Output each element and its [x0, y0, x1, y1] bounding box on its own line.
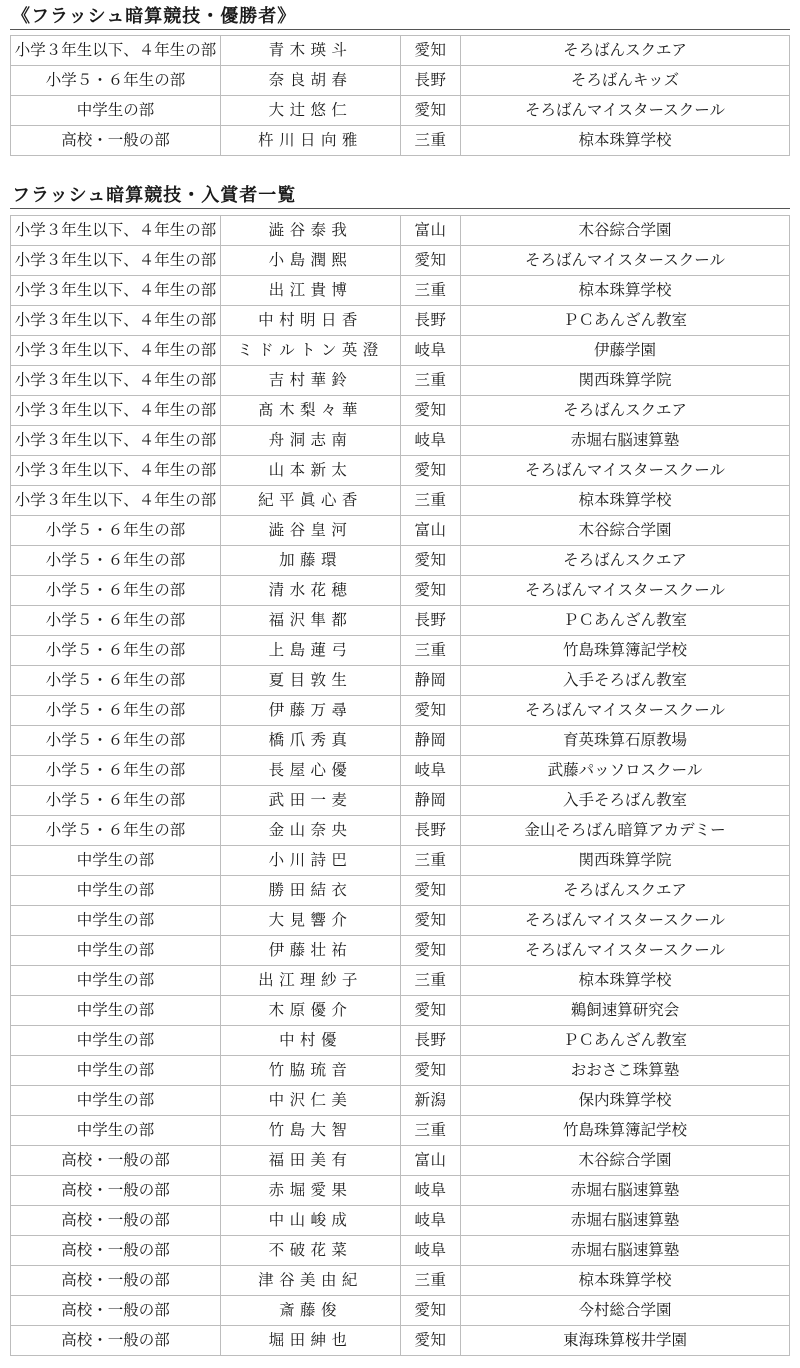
school-cell: 武藤パッソロスクール: [461, 756, 790, 786]
division-cell: 小学５・６年生の部: [11, 546, 221, 576]
table-row: [11, 936, 790, 966]
division-cell: 中学生の部: [11, 1056, 221, 1086]
prefecture-cell: 愛知: [401, 546, 461, 576]
name-cell: 小川詩巴: [221, 846, 401, 876]
division-cell: 中学生の部: [11, 1026, 221, 1056]
table-row: [11, 786, 790, 816]
prefecture-cell: 愛知: [401, 876, 461, 906]
name-cell: 夏目敦生: [221, 666, 401, 696]
name-cell: 小島潤熙: [221, 246, 401, 276]
prefecture-cell: 愛知: [401, 936, 461, 966]
prefecture-cell: 愛知: [401, 246, 461, 276]
division-cell: 小学３年生以下、４年生の部: [11, 216, 221, 246]
table-row: [11, 846, 790, 876]
awardees-table-body: [11, 216, 790, 1356]
table-row: [11, 1086, 790, 1116]
school-cell: ＰＣあんざん教室: [461, 1026, 790, 1056]
school-cell: 木谷綜合学園: [461, 216, 790, 246]
prefecture-cell: 三重: [401, 366, 461, 396]
division-cell: 小学５・６年生の部: [11, 756, 221, 786]
name-cell: 大見響介: [221, 906, 401, 936]
prefecture-cell: 岐阜: [401, 1236, 461, 1266]
name-cell: 杵川日向雅: [221, 126, 401, 156]
table-row: [11, 1206, 790, 1236]
table-row: [11, 906, 790, 936]
division-cell: 小学３年生以下、４年生の部: [11, 276, 221, 306]
school-cell: そろばんスクエア: [461, 546, 790, 576]
prefecture-cell: 愛知: [401, 996, 461, 1026]
table-row: [11, 996, 790, 1026]
table-row: [11, 1056, 790, 1086]
name-cell: 斎藤俊: [221, 1296, 401, 1326]
division-cell: 中学生の部: [11, 966, 221, 996]
division-cell: 小学５・６年生の部: [11, 606, 221, 636]
prefecture-cell: 三重: [401, 486, 461, 516]
school-cell: 椋本珠算学校: [461, 276, 790, 306]
name-cell: 舟洞志南: [221, 426, 401, 456]
name-cell: 長屋心優: [221, 756, 401, 786]
table-row: [11, 756, 790, 786]
school-cell: 育英珠算石原教場: [461, 726, 790, 756]
division-cell: 小学５・６年生の部: [11, 516, 221, 546]
school-cell: 赤堀右脳速算塾: [461, 1206, 790, 1236]
prefecture-cell: 静岡: [401, 786, 461, 816]
division-cell: 小学５・６年生の部: [11, 576, 221, 606]
name-cell: 青木瑛斗: [221, 36, 401, 66]
prefecture-cell: 長野: [401, 606, 461, 636]
school-cell: そろばんマイスタースクール: [461, 96, 790, 126]
table-row: [11, 306, 790, 336]
school-cell: 関西珠算学院: [461, 366, 790, 396]
name-cell: 中村明日香: [221, 306, 401, 336]
table-row: [11, 66, 790, 96]
table-row: [11, 216, 790, 246]
prefecture-cell: 長野: [401, 816, 461, 846]
school-cell: 関西珠算学院: [461, 846, 790, 876]
prefecture-cell: 静岡: [401, 726, 461, 756]
name-cell: 不破花菜: [221, 1236, 401, 1266]
division-cell: 小学３年生以下、４年生の部: [11, 36, 221, 66]
division-cell: 小学５・６年生の部: [11, 696, 221, 726]
school-cell: そろばんマイスタースクール: [461, 576, 790, 606]
prefecture-cell: 岐阜: [401, 1206, 461, 1236]
table-row: [11, 636, 790, 666]
table-row: [11, 456, 790, 486]
prefecture-cell: 長野: [401, 306, 461, 336]
name-cell: 加藤環: [221, 546, 401, 576]
school-cell: 木谷綜合学園: [461, 1146, 790, 1176]
division-cell: 小学５・６年生の部: [11, 786, 221, 816]
name-cell: 福沢隼都: [221, 606, 401, 636]
school-cell: 入手そろばん教室: [461, 666, 790, 696]
school-cell: ＰＣあんざん教室: [461, 306, 790, 336]
name-cell: 竹島大智: [221, 1116, 401, 1146]
name-cell: 吉村華鈴: [221, 366, 401, 396]
school-cell: そろばんマイスタースクール: [461, 246, 790, 276]
prefecture-cell: 長野: [401, 66, 461, 96]
name-cell: 竹脇琉音: [221, 1056, 401, 1086]
school-cell: そろばんマイスタースクール: [461, 906, 790, 936]
name-cell: 澁谷皇河: [221, 516, 401, 546]
prefecture-cell: 岐阜: [401, 426, 461, 456]
table-row: [11, 96, 790, 126]
school-cell: そろばんスクエア: [461, 36, 790, 66]
table-row: [11, 336, 790, 366]
name-cell: 赤堀愛果: [221, 1176, 401, 1206]
table-row: [11, 246, 790, 276]
table-row: [11, 1026, 790, 1056]
table-row: [11, 1116, 790, 1146]
table-row: [11, 486, 790, 516]
name-cell: 出江理紗子: [221, 966, 401, 996]
prefecture-cell: 岐阜: [401, 1176, 461, 1206]
prefecture-cell: 愛知: [401, 1326, 461, 1356]
table-row: [11, 36, 790, 66]
name-cell: 大辻悠仁: [221, 96, 401, 126]
awardees-table: [10, 215, 790, 1356]
school-cell: ＰＣあんざん教室: [461, 606, 790, 636]
division-cell: 小学３年生以下、４年生の部: [11, 426, 221, 456]
table-row: [11, 816, 790, 846]
table-row: [11, 606, 790, 636]
prefecture-cell: 三重: [401, 276, 461, 306]
table-row: [11, 576, 790, 606]
school-cell: 木谷綜合学園: [461, 516, 790, 546]
winners-table: [10, 35, 790, 156]
name-cell: 金山奈央: [221, 816, 401, 846]
prefecture-cell: 岐阜: [401, 336, 461, 366]
prefecture-cell: 富山: [401, 216, 461, 246]
division-cell: 小学５・６年生の部: [11, 666, 221, 696]
name-cell: 中村優: [221, 1026, 401, 1056]
division-cell: 小学３年生以下、４年生の部: [11, 486, 221, 516]
prefecture-cell: 愛知: [401, 1296, 461, 1326]
school-cell: 竹島珠算簿記学校: [461, 1116, 790, 1146]
table-row: [11, 1176, 790, 1206]
division-cell: 小学３年生以下、４年生の部: [11, 306, 221, 336]
school-cell: 今村総合学園: [461, 1296, 790, 1326]
school-cell: そろばんマイスタースクール: [461, 456, 790, 486]
division-cell: 小学３年生以下、４年生の部: [11, 456, 221, 486]
name-cell: 中山峻成: [221, 1206, 401, 1236]
prefecture-cell: 愛知: [401, 456, 461, 486]
school-cell: 保内珠算学校: [461, 1086, 790, 1116]
name-cell: 髙木梨々華: [221, 396, 401, 426]
name-cell: ミドルトン英澄: [221, 336, 401, 366]
name-cell: 勝田結衣: [221, 876, 401, 906]
school-cell: 赤堀右脳速算塾: [461, 426, 790, 456]
table-row: [11, 426, 790, 456]
school-cell: 赤堀右脳速算塾: [461, 1236, 790, 1266]
prefecture-cell: 愛知: [401, 1056, 461, 1086]
name-cell: 津谷美由紀: [221, 1266, 401, 1296]
school-cell: おおさこ珠算塾: [461, 1056, 790, 1086]
prefecture-cell: 岐阜: [401, 756, 461, 786]
school-cell: 鵜飼速算研究会: [461, 996, 790, 1026]
division-cell: 中学生の部: [11, 876, 221, 906]
table-row: [11, 1326, 790, 1356]
school-cell: 赤堀右脳速算塾: [461, 1176, 790, 1206]
school-cell: 椋本珠算学校: [461, 966, 790, 996]
division-cell: 高校・一般の部: [11, 1206, 221, 1236]
awardees-title: フラッシュ暗算競技・入賞者一覧: [10, 185, 790, 209]
division-cell: 高校・一般の部: [11, 126, 221, 156]
division-cell: 小学３年生以下、４年生の部: [11, 246, 221, 276]
name-cell: 中沢仁美: [221, 1086, 401, 1116]
prefecture-cell: 愛知: [401, 96, 461, 126]
table-row: [11, 1266, 790, 1296]
division-cell: 中学生の部: [11, 96, 221, 126]
prefecture-cell: 愛知: [401, 396, 461, 426]
name-cell: 奈良胡春: [221, 66, 401, 96]
school-cell: 入手そろばん教室: [461, 786, 790, 816]
division-cell: 小学３年生以下、４年生の部: [11, 336, 221, 366]
school-cell: 金山そろばん暗算アカデミー: [461, 816, 790, 846]
school-cell: 東海珠算桜井学園: [461, 1326, 790, 1356]
name-cell: 堀田紳也: [221, 1326, 401, 1356]
name-cell: 上島蓮弓: [221, 636, 401, 666]
name-cell: 紀平眞心香: [221, 486, 401, 516]
table-row: [11, 546, 790, 576]
school-cell: 竹島珠算簿記学校: [461, 636, 790, 666]
prefecture-cell: 三重: [401, 126, 461, 156]
table-row: [11, 876, 790, 906]
prefecture-cell: 愛知: [401, 696, 461, 726]
division-cell: 高校・一般の部: [11, 1266, 221, 1296]
prefecture-cell: 新潟: [401, 1086, 461, 1116]
school-cell: そろばんマイスタースクール: [461, 696, 790, 726]
table-row: [11, 276, 790, 306]
division-cell: 中学生の部: [11, 996, 221, 1026]
division-cell: 中学生の部: [11, 906, 221, 936]
division-cell: 高校・一般の部: [11, 1296, 221, 1326]
table-row: [11, 1146, 790, 1176]
division-cell: 高校・一般の部: [11, 1326, 221, 1356]
prefecture-cell: 静岡: [401, 666, 461, 696]
name-cell: 木原優介: [221, 996, 401, 1026]
division-cell: 中学生の部: [11, 846, 221, 876]
prefecture-cell: 三重: [401, 846, 461, 876]
school-cell: そろばんマイスタースクール: [461, 936, 790, 966]
table-row: [11, 396, 790, 426]
table-row: [11, 966, 790, 996]
prefecture-cell: 富山: [401, 516, 461, 546]
winners-title: 《フラッシュ暗算競技・優勝者》: [10, 6, 790, 30]
division-cell: 小学３年生以下、４年生の部: [11, 396, 221, 426]
name-cell: 伊藤万尋: [221, 696, 401, 726]
division-cell: 小学５・６年生の部: [11, 816, 221, 846]
school-cell: そろばんキッズ: [461, 66, 790, 96]
table-row: [11, 1296, 790, 1326]
prefecture-cell: 三重: [401, 966, 461, 996]
prefecture-cell: 長野: [401, 1026, 461, 1056]
name-cell: 山本新太: [221, 456, 401, 486]
table-row: [11, 666, 790, 696]
table-row: [11, 1236, 790, 1266]
division-cell: 小学５・６年生の部: [11, 66, 221, 96]
division-cell: 高校・一般の部: [11, 1176, 221, 1206]
school-cell: 椋本珠算学校: [461, 126, 790, 156]
winners-table-body: [11, 36, 790, 156]
school-cell: 伊藤学園: [461, 336, 790, 366]
table-row: [11, 126, 790, 156]
prefecture-cell: 三重: [401, 1266, 461, 1296]
division-cell: 小学３年生以下、４年生の部: [11, 366, 221, 396]
table-row: [11, 696, 790, 726]
name-cell: 澁谷泰我: [221, 216, 401, 246]
prefecture-cell: 富山: [401, 1146, 461, 1176]
division-cell: 中学生の部: [11, 936, 221, 966]
prefecture-cell: 三重: [401, 636, 461, 666]
division-cell: 小学５・６年生の部: [11, 636, 221, 666]
division-cell: 小学５・６年生の部: [11, 726, 221, 756]
name-cell: 出江貴博: [221, 276, 401, 306]
school-cell: 椋本珠算学校: [461, 1266, 790, 1296]
name-cell: 伊藤壮祐: [221, 936, 401, 966]
name-cell: 清水花穂: [221, 576, 401, 606]
division-cell: 高校・一般の部: [11, 1236, 221, 1266]
division-cell: 中学生の部: [11, 1116, 221, 1146]
table-row: [11, 516, 790, 546]
school-cell: そろばんスクエア: [461, 876, 790, 906]
table-row: [11, 726, 790, 756]
name-cell: 橋爪秀真: [221, 726, 401, 756]
school-cell: そろばんスクエア: [461, 396, 790, 426]
prefecture-cell: 愛知: [401, 906, 461, 936]
table-row: [11, 366, 790, 396]
name-cell: 武田一麦: [221, 786, 401, 816]
name-cell: 福田美有: [221, 1146, 401, 1176]
prefecture-cell: 愛知: [401, 36, 461, 66]
division-cell: 中学生の部: [11, 1086, 221, 1116]
prefecture-cell: 三重: [401, 1116, 461, 1146]
school-cell: 椋本珠算学校: [461, 486, 790, 516]
division-cell: 高校・一般の部: [11, 1146, 221, 1176]
prefecture-cell: 愛知: [401, 576, 461, 606]
